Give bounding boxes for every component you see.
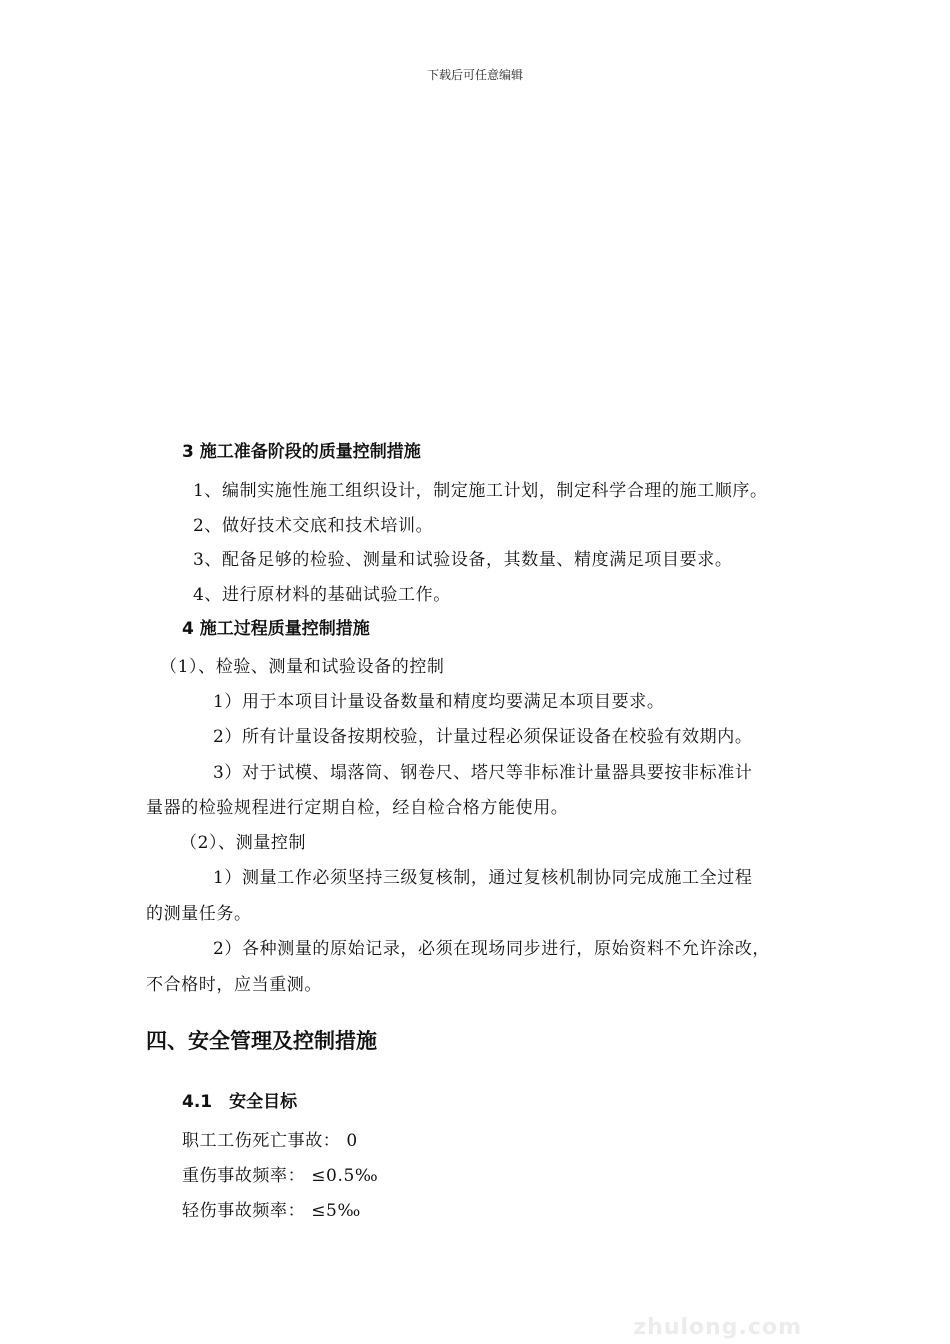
safety-target-fatal: 职工工伤死亡事故： 0	[182, 1131, 358, 1151]
subsection-2-item-2-line-2: 不合格时，应当重测。	[146, 975, 322, 995]
subsection-2-item-1-line-1: 1）测量工作必须坚持三级复核制，通过复核机制协同完成施工全过程	[213, 868, 753, 888]
subsection-2-title: （2）、测量控制	[180, 833, 307, 853]
chapter-4-heading: 四、安全管理及控制措施	[146, 1029, 377, 1053]
header-note: 下载后可任意编辑	[426, 68, 523, 82]
section-3-item-3: 3、配备足够的检验、测量和试验设备，其数量、精度满足项目要求。	[193, 550, 733, 570]
subsection-1-item-3-line-2: 量器的检验规程进行定期自检，经自检合格方能使用。	[146, 798, 569, 818]
safety-target-serious-injury: 重伤事故频率： ≤0.5‰	[182, 1166, 379, 1186]
subsection-1-item-1: 1）用于本项目计量设备数量和精度均要满足本项目要求。	[213, 692, 665, 712]
section-4-1-heading: 4.1 安全目标	[182, 1092, 298, 1112]
section-3-item-4: 4、进行原材料的基础试验工作。	[193, 585, 451, 605]
subsection-1-item-2: 2）所有计量设备按期校验，计量过程必须保证设备在校验有效期内。	[213, 727, 753, 747]
subsection-2-item-1-line-2: 的测量任务。	[146, 904, 252, 924]
subsection-2-item-2-line-1: 2）各种测量的原始记录，必须在现场同步进行，原始资料不允许涂改，	[213, 939, 771, 959]
section-4-heading: 4 施工过程质量控制措施	[182, 619, 370, 639]
section-3-item-1: 1、编制实施性施工组织设计，制定施工计划，制定科学合理的施工顺序。	[193, 481, 768, 501]
subsection-1-title: （1）、检验、测量和试验设备的控制	[160, 657, 445, 677]
watermark: zhulong.com	[633, 1315, 802, 1340]
section-3-item-2: 2、做好技术交底和技术培训。	[193, 516, 434, 536]
safety-target-minor-injury: 轻伤事故频率： ≤5‰	[182, 1201, 361, 1221]
subsection-1-item-3-line-1: 3）对于试模、塌落筒、钢卷尺、塔尺等非标准计量器具要按非标准计	[213, 763, 753, 783]
section-3-heading: 3 施工准备阶段的质量控制措施	[182, 442, 421, 462]
